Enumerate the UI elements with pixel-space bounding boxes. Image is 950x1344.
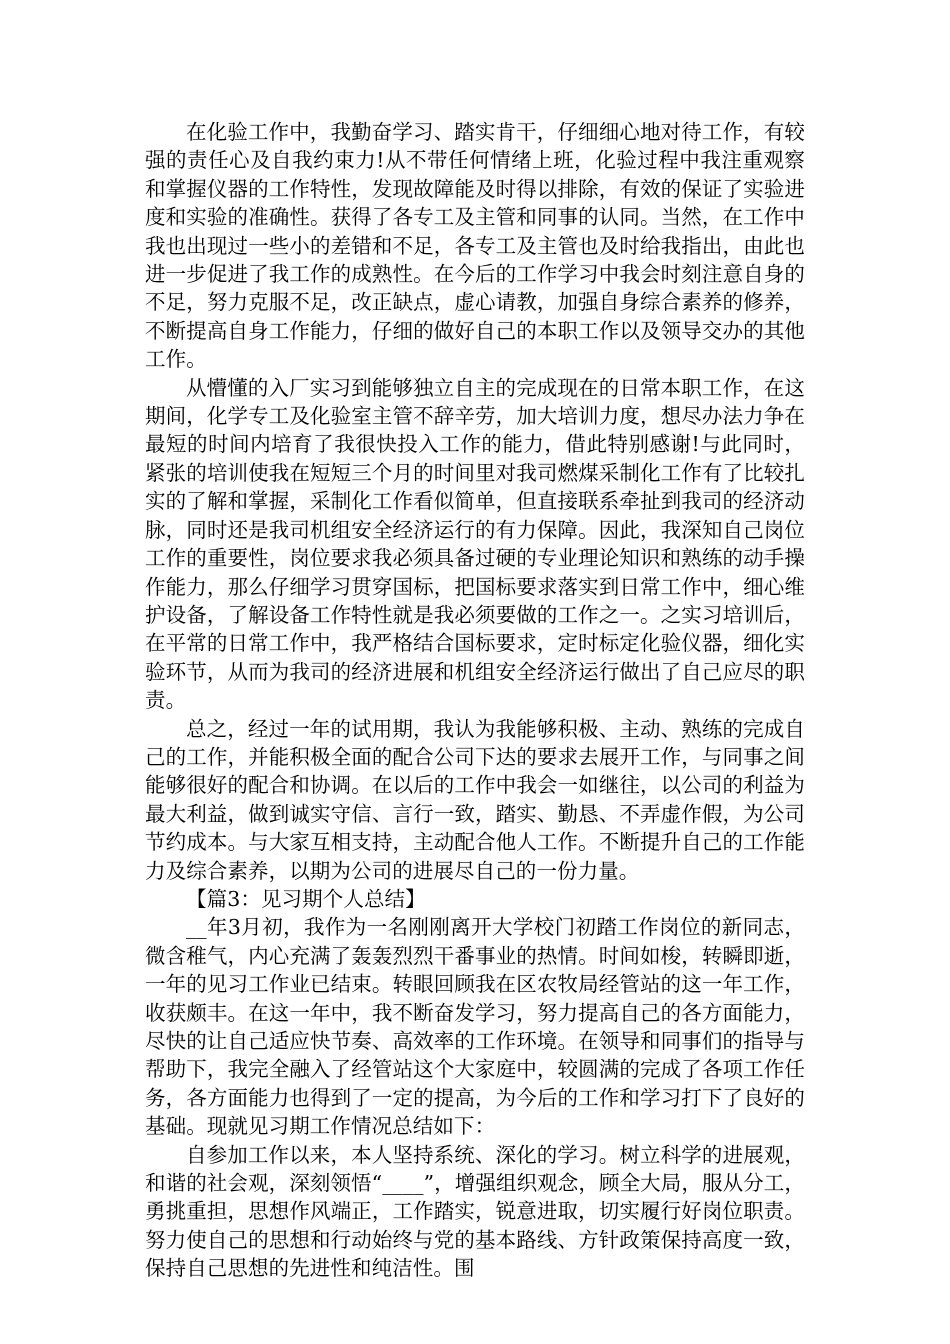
paragraph-internship-intro: __年3月初，我作为一名刚刚离开大学校门初踏工作岗位的新同志，微含稚气，内心充满了轰轰烈烈干番事业的热情。时间如梭，转瞬即逝，一年的见习工作业已结束。转眼回顾我在区农牧局经管站的这一年工作，收获颇丰。在这一年中，我不断奋发学习，努力提高自己的各方面能力，尽快的让自己适应快节奏、高效率的工作环境。在领导和同事们的指导与帮助下，我完全融入了经管站这个大家庭中，较圆满的完成了各项工作任务，各方面能力也得到了一定的提高，为今后的工作和学习打下了良好的基础。现就见习期工作情况总结如下： — [145, 915, 805, 1139]
section-heading: 【篇3：见习期个人总结】 — [186, 886, 426, 911]
paragraph-study: 自参加工作以来，本人坚持系统、深化的学习。树立科学的进展观，和谐的社会观，深刻领悟“____”，增强组织观念，顾全大局，服从分工，勇挑重担，思想作风端正，工作踏实，锐意进取，切实履行好岗位职责。努力使自己的思想和行动始终与党的基本路线、方针政策保持高度一致，保持自己思想的先进性和纯洁性。围 — [145, 1142, 805, 1281]
paragraph-lab-work: 在化验工作中，我勤奋学习、踏实肯干，仔细细心地对待工作，有较强的责任心及自我约束力!从不带任何情绪上班，化验过程中我注重观察和掌握仪器的工作特性，发现故障能及时得以排除，有效的保证了实验进度和实验的准确性。获得了各专工及主管和同事的认同。当然，在工作中我也出现过一些小的差错和不足，各专工及主管也及时给我指出，由此也进一步促进了我工作的成熟性。在今后的工作学习中我会时刻注意自身的不足，努力克服不足，改正缺点，虚心请教，加强自身综合素养的修养，不断提高自身工作能力，仔细的做好自己的本职工作以及领导交办的其他工作。 — [145, 120, 805, 372]
paragraph-training: 从懵懂的入厂实习到能够独立自主的完成现在的日常本职工作，在这期间，化学专工及化验室主管不辞辛劳，加大培训力度，想尽办法力争在最短的时间内培育了我很快投入工作的能力，借此特别感谢!与此同时，紧张的培训使我在短短三个月的时间里对我司燃煤采制化工作有了比较扎实的了解和掌握，采制化工作看似简单，但直接联系牵扯到我司的经济动脉，同时还是我司机组安全经济运行的有力保障。因此，我深知自己岗位工作的重要性，岗位要求我必须具备过硬的专业理论知识和熟练的动手操作能力，那么仔细学习贯穿国标，把国标要求落实到日常工作中，细心维护设备，了解设备工作特性就是我必须要做的工作之一。之实习培训后，在平常的日常工作中，我严格结合国标要求，定时标定化验仪器，细化实验环节，从而为我司的经济进展和机组安全经济运行做出了自己应尽的职责。 — [145, 375, 805, 713]
paragraph-conclusion: 总之，经过一年的试用期，我认为我能够积极、主动、熟练的完成自己的工作，并能积极全面的配合公司下达的要求去展开工作，与同事之间能够很好的配合和协调。在以后的工作中我会一如继往，以公司的利益为最大利益，做到诚实守信、言行一致，踏实、勤恳、不弄虚作假，为公司节约成本。与大家互相支持，主动配合他人工作。不断提升自己的工作能力及综合素养，以期为公司的进展尽自己的一份力量。 — [145, 716, 805, 883]
document-page — [145, 118, 805, 1283]
